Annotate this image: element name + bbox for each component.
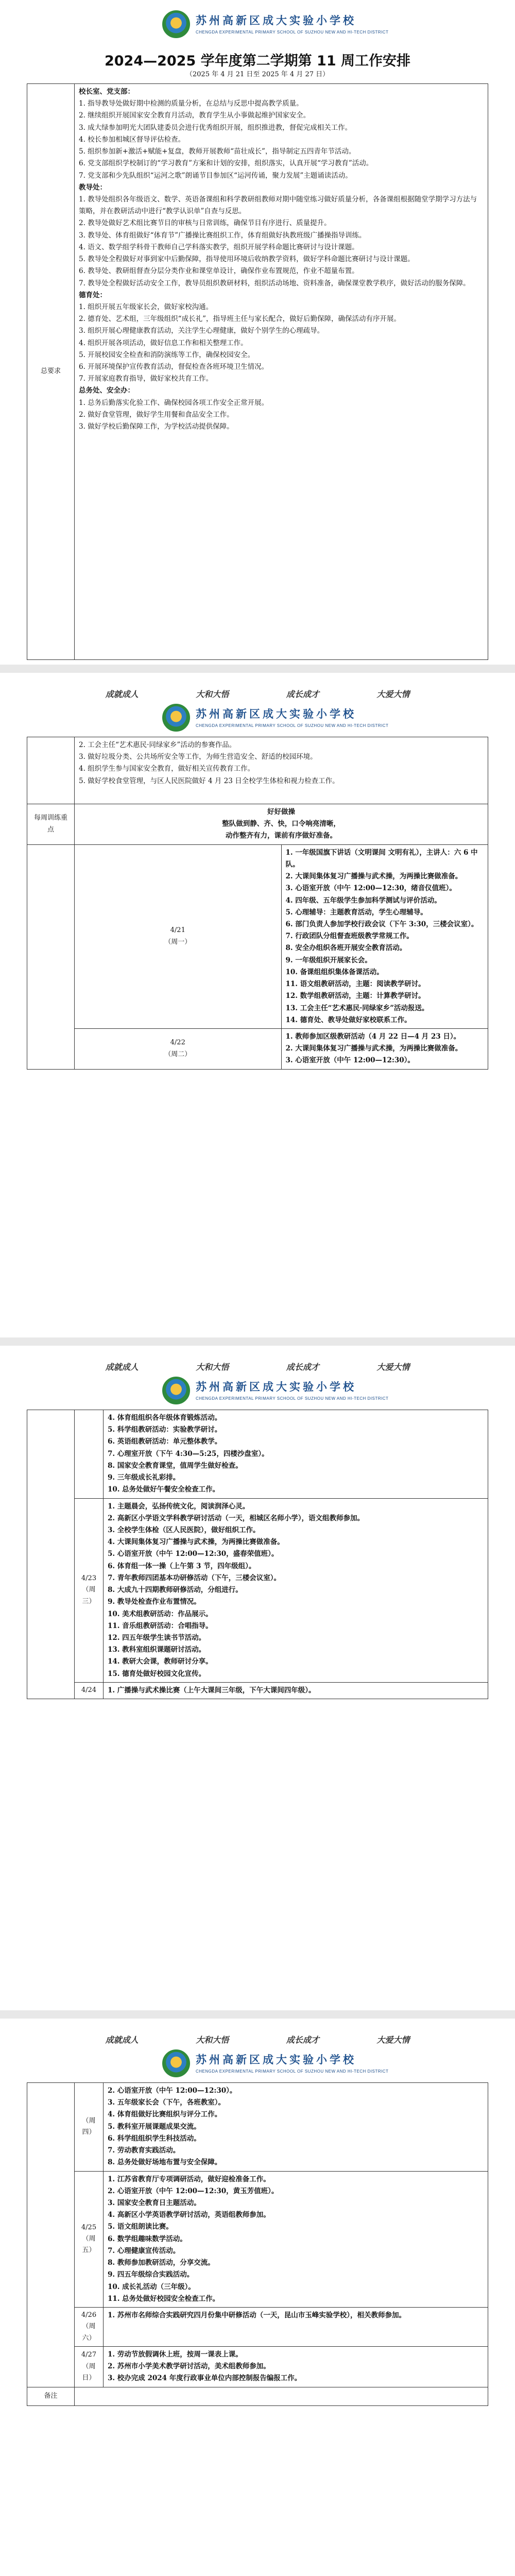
list-item: 4. 高新区小学英语教学研讨活动，英语组教师参加。 — [108, 2211, 270, 2219]
slogan-item: 成就成人 — [105, 689, 139, 699]
list-item: 8. 总务处做好场地布置与安全保障。 — [108, 2158, 222, 2167]
school-logo-icon — [162, 704, 190, 732]
table-row — [27, 1498, 488, 1682]
list-item: 1. 一年级国旗下讲话（文明课间 文明有礼），主讲人：六 6 中队。 — [285, 848, 478, 869]
school-name-en: CHENGDA EXPERIMENTAL PRIMARY SCHOOL OF SUZHOU NEW AND HI-TECH DISTRICT — [196, 723, 389, 728]
list-item: 10. 备课组组织集体备课活动。 — [285, 968, 384, 976]
day-items — [104, 1498, 488, 1682]
day-items — [281, 844, 488, 1028]
focus-line: 动作整齐有力，课前有序做好准备。 — [226, 832, 337, 840]
list-item: 2. 苏州市小学美术教学研讨活动，美术组教师参加。 — [108, 2362, 270, 2371]
list-item: 3. 做好学校后勤保障工作，为学校活动提供保障。 — [79, 422, 234, 431]
table-row — [27, 2171, 488, 2307]
list-item: 4. 大课间集体复习广播操与武术操，为两操比赛做准备。 — [108, 1538, 284, 1547]
school-name-en: CHENGDA EXPERIMENTAL PRIMARY SCHOOL OF SUZHOU NEW AND HI-TECH DISTRICT — [196, 2069, 389, 2074]
list-item: 9. 教导处检查作业布置情况。 — [108, 1598, 201, 1606]
day-cell: 4/23 （周三） — [75, 1498, 104, 1682]
slogan-row — [0, 1360, 515, 1375]
list-item: 总务处、安全办： — [79, 386, 134, 395]
remarks-label: 备注 — [27, 2387, 75, 2405]
table-row — [27, 844, 488, 1028]
list-item: 1. 组织开展五年级家长会，做好家校沟通。 — [79, 302, 213, 311]
day-items — [104, 2307, 488, 2346]
list-item: 2. 工会主任“艺术惠民·同绿家乡”活动的参赛作品。 — [79, 741, 236, 749]
general-label: 总要求 — [27, 84, 75, 660]
list-item: 4. 组织学生参与国家安全教育，做好相关宣传教育工作。 — [79, 765, 255, 773]
list-item: 5. 教科室开展课题成果交流。 — [108, 2122, 201, 2131]
list-item: 4. 四年级、五年级学生参加科学测试与评价活动。 — [285, 896, 441, 905]
table-row — [27, 2347, 488, 2387]
table-row — [27, 2307, 488, 2346]
list-item: 6. 体育组一体一操（上午第 3 节，四年级组）。 — [108, 1562, 256, 1570]
list-item: 3. 五年级家长会（下午，各班教室）。 — [108, 2098, 226, 2107]
list-item: 14. 德育处、教导处做好家校联系工作。 — [285, 1015, 411, 1024]
list-item: 校长室、党支部： — [79, 88, 134, 96]
table-row — [27, 1028, 488, 1069]
list-item: 7. 教导处全程做好活动安全工作，教导员组织教研材料，组织活动场地、资料准备，确保课堂教学秩序，做好活动的服务保障。 — [79, 279, 470, 287]
slogan-item: 大爱大情 — [376, 689, 410, 699]
slogan-item: 大和大悟 — [196, 2035, 229, 2045]
list-item: 3. 做好垃圾分类、公共场所安全等工作，为师生营造安全、舒适的校园环境。 — [79, 753, 317, 761]
list-item: 3. 全校学生体检（区人民医院），做好组织工作。 — [108, 1526, 260, 1534]
school-logo-icon — [162, 2049, 190, 2077]
slogan-item: 大爱大情 — [376, 1362, 410, 1372]
list-item: 2. 高新区小学语文学科教学研讨活动（一天，相城区名师小学），语文组教师参加。 — [108, 1514, 365, 1522]
day-items — [104, 1682, 488, 1699]
school-logo-icon — [162, 10, 190, 38]
list-item: 12. 四五年级学生读书节活动。 — [108, 1633, 206, 1642]
day-items — [104, 2083, 488, 2172]
list-item: 11. 语文组教研活动，主题：阅读教学研讨。 — [285, 980, 425, 989]
day-items — [281, 1028, 488, 1069]
list-item: 7. 党支部和少先队组织“运河之歌”朗诵节目参加区“运河传诵，聚力发展”主题诵读活动。 — [79, 171, 352, 180]
list-item: 8. 安全办组织各班开展安全教育活动。 — [285, 944, 407, 953]
list-item: 7. 开展家庭教育指导，做好家校共育工作。 — [79, 375, 213, 383]
slogan-item: 成长成才 — [286, 1362, 319, 1372]
slogan-item: 大和大悟 — [196, 689, 229, 699]
list-item: 4. 体育组组织各年级体育锻炼活动。 — [108, 1414, 222, 1422]
list-item: 3. 校办完成 2024 年度行政事业单位内部控制报告编报工作。 — [108, 2374, 302, 2383]
school-name-cn: 苏州高新区成大实验小学校 — [196, 14, 356, 27]
list-item: 10. 成长礼活动（三年级）。 — [108, 2282, 195, 2291]
list-item: 9. 四五年级综合实践活动。 — [108, 2270, 194, 2279]
day-items — [104, 2171, 488, 2307]
list-item: 1. 江苏省教育厅专项调研活动，做好迎检准备工作。 — [108, 2175, 270, 2183]
list-item: 9. 三年级成长礼彩排。 — [108, 1473, 180, 1482]
schedule-table-p1 — [27, 83, 488, 660]
slogan-item: 大和大悟 — [196, 1362, 229, 1372]
list-item: 1. 主题晨会，弘扬传统文化，阅读润泽心灵。 — [108, 1502, 250, 1511]
page-4 — [0, 2019, 515, 2576]
list-item: 1. 劳动节放假调休上班，按周一课表上课。 — [108, 2350, 243, 2359]
list-item: 4. 体育组做好比赛组织与评分工作。 — [108, 2110, 222, 2119]
list-item: 5. 心理辅导：主题教育活动，学生心理辅导。 — [285, 908, 427, 917]
slogan-row — [0, 2033, 515, 2047]
schedule-table-p2 — [27, 737, 488, 1070]
list-item: 6. 党支部组织学校制订的“学习教育”方案和计划的安排，组织落实，认真开展“学习教育”活动。 — [79, 159, 373, 168]
school-logo-icon — [162, 1377, 190, 1404]
list-item: 1. 苏州市名师综合实践研究四月份集中研修活动（一天，昆山市玉峰实验学校），相关教师参加。 — [108, 2311, 406, 2319]
list-item: 7. 青年教师四团基本功研修活动（下午，三楼会议室）。 — [108, 1573, 281, 1582]
list-item: 5. 教导处全程做好对事到家中后勤保障，指导使用环境后收纳教学资料，做好学科命题比赛研讨与设计课题。 — [79, 255, 415, 264]
list-item: 3. 心语室开放（中午 12:00—12:30）。 — [285, 1056, 415, 1065]
focus-line: 整队做到静、齐、快，口令响亮清晰， — [222, 820, 340, 828]
list-item: 8. 国家安全教育课堂，值周学生做好检查。 — [108, 1461, 243, 1470]
schedule-table-p3 — [27, 1410, 488, 1699]
list-item: 1. 总务后勤落实化验工作、确保校园各项工作安全正常开展。 — [79, 398, 269, 407]
day-cell: （周四） — [75, 2083, 104, 2172]
table-row — [27, 2387, 488, 2405]
list-item: 13. 教科室组织课题研讨活动。 — [108, 1646, 206, 1654]
list-item: 6. 开展环境保护宣传教育活动，督促检查各班环境卫生情况。 — [79, 363, 269, 371]
list-item: 5. 组织参加新+激活+赋能+复盘，教师开展教师“苗壮成长”，指导制定五四青年节活动。 — [79, 147, 356, 156]
day-items — [104, 2347, 488, 2387]
general-content — [75, 84, 488, 660]
school-name-cn: 苏州高新区成大实验小学校 — [196, 2053, 356, 2066]
list-item: 5. 开展校园安全检查和消防演练等工作，确保校园安全。 — [79, 350, 255, 359]
list-item: 8. 大成九十四期教师研修活动，分组进行。 — [108, 1586, 243, 1595]
page-2 — [0, 673, 515, 1337]
list-item: 14. 教研大会课，教师研讨分享。 — [108, 1657, 213, 1666]
table-row — [27, 804, 488, 845]
list-item: 4. 校长参加相城区督导评估检查。 — [79, 135, 185, 144]
list-item: 11. 音乐组教研活动：合唱指导。 — [108, 1621, 213, 1630]
list-item: 1. 教导处组织各年级语文、数学、英语备课组和科学教研组教师对期中随堂练习做好质量分析，各备课组根据随堂学期学习方法与策略，并在教研活动中进行“教学认识单”自查与反思。 — [79, 195, 477, 216]
day-cell: 4/21 （周一） — [75, 844, 282, 1028]
list-item: 1. 广播操与武术操比赛（上午大课间三年级，下午大课间四年级）。 — [108, 1686, 316, 1694]
day-cell: 4/22 （周二） — [75, 1028, 282, 1069]
focus-content — [75, 804, 488, 845]
school-name-cn: 苏州高新区成大实验小学校 — [196, 707, 356, 720]
list-item: 3. 组织开展心理健康教育活动，关注学生心理健康，做好个别学生的心理疏导。 — [79, 327, 324, 335]
list-item: 6. 部门负责人参加学校行政会议（下午 3:30，三楼会议室）。 — [285, 920, 478, 928]
list-item: 7. 心理室开放（下午 4:30—5:25，四楼沙盘室）。 — [108, 1449, 269, 1458]
table-row — [27, 1682, 488, 1699]
list-item: 6. 教导处、教研组督查分层分类作业和课堂单设计，确保作业布置规范，作业不超量布置。 — [79, 267, 359, 276]
list-item: 8. 教师参加教研活动，分享交流。 — [108, 2259, 215, 2267]
list-item: 10. 总务处做好午餐安全检查工作。 — [108, 1485, 220, 1494]
list-item: 2. 心语室开放（中午 12:00—12:30）。 — [108, 2087, 237, 2095]
remarks-content — [75, 2387, 488, 2405]
slogan-row — [0, 687, 515, 702]
table-row — [27, 84, 488, 660]
slogan-item: 成长成才 — [286, 2035, 319, 2045]
list-item: 3. 成大绿参加明光大团队建委员会进行优秀组织开展，组织推进教，督促完成相关工作。 — [79, 123, 352, 132]
list-item: 11. 总务处做好校园安全检查工作。 — [108, 2294, 220, 2303]
focus-heading: 好好做操 — [267, 808, 295, 816]
list-item: 15. 德育处做好校园文化宣传。 — [108, 1669, 206, 1678]
list-item: 6. 英语组教研活动：单元整体教学。 — [108, 1437, 222, 1446]
list-item: 5. 心语室开放（中午 12:00—12:30，盛春荣值班）。 — [108, 1550, 279, 1558]
slogan-item: 成就成人 — [105, 2035, 139, 2045]
list-item: 2. 大课间集体复习广播操与武术操，为两操比赛做准备。 — [285, 872, 462, 881]
list-item: 2. 做好食堂管理，做好学生用餐和食品安全工作。 — [79, 410, 234, 419]
general-content-cont — [75, 737, 488, 804]
list-item: 7. 行政团队分组督查班级教学常规工作。 — [285, 932, 414, 941]
page-1 — [0, 0, 515, 665]
list-item: 2. 大课间集体复习广播操与武术操，为两操比赛做准备。 — [285, 1044, 462, 1053]
list-item: 3. 教导处、体育组做好“体育节”广播操比赛组织工作，体育组做好执教班级广播操指导训练。 — [79, 231, 366, 240]
page-title: 2024—2025 学年度第二学期第 11 周工作安排 — [104, 53, 411, 69]
table-row — [27, 2083, 488, 2172]
list-item: 6. 科学组组织学生科技活动。 — [108, 2134, 201, 2143]
table-row — [27, 737, 488, 804]
list-item: 10. 美术组教研活动：作品展示。 — [108, 1609, 213, 1618]
list-item: 4. 语文、数学组学科骨干教师自己学科落实教学，组织开展学科命题比赛研讨与设计课题。 — [79, 243, 359, 251]
list-item: 2. 德育处、艺术组，三年级组织“成长礼”，指导班主任与家长配合，做好后勤保障，确保活动有序开展。 — [79, 315, 401, 324]
list-item: 5. 科学组教研活动：实验教学研讨。 — [108, 1426, 222, 1434]
day-cell: 4/24 — [75, 1682, 104, 1699]
slogan-item: 大爱大情 — [376, 2035, 410, 2045]
school-name-en: CHENGDA EXPERIMENTAL PRIMARY SCHOOL OF SUZHOU NEW AND HI-TECH DISTRICT — [196, 30, 389, 35]
day-cell: 4/27 （周日） — [75, 2347, 104, 2387]
page-3 — [0, 1346, 515, 2010]
list-item: 2. 教导处做好艺术组比赛节目的审核与日常训练，确保节目有序进行、质量提升。 — [79, 219, 331, 228]
focus-label: 每周训练重点 — [27, 804, 75, 845]
list-item: 5. 语文组朗读比赛。 — [108, 2223, 173, 2231]
list-item: 7. 心理健康宣传活动。 — [108, 2246, 180, 2255]
school-name-en: CHENGDA EXPERIMENTAL PRIMARY SCHOOL OF SUZHOU NEW AND HI-TECH DISTRICT — [196, 1396, 389, 1401]
page-subtitle: （2025 年 4 月 21 日至 2025 年 4 月 27 日） — [185, 71, 330, 78]
table-row — [27, 1410, 488, 1499]
list-item: 9. 一年级组织开展家长会。 — [285, 956, 372, 964]
schedule-table-p4 — [27, 2082, 488, 2406]
list-item: 1. 指导教导处做好期中检测的质量分析，在总结与反思中提高教学质量。 — [79, 99, 303, 108]
list-item: 12. 数学组教研活动，主题：计算教学研讨。 — [285, 992, 425, 1001]
list-item: 13. 工会主任“艺术惠民·同绿家乡”活动报送。 — [285, 1004, 429, 1012]
list-item: 3. 国家安全教育日主题活动。 — [108, 2198, 201, 2207]
list-item: 1. 教师参加区级教研活动（4 月 22 日—4 月 23 日）。 — [285, 1032, 461, 1041]
list-item: 6. 数学组趣味数学活动。 — [108, 2234, 187, 2243]
list-item: 5. 做好学校食堂管理，与区人民医院做好 4 月 23 日全校学生体检和视力检查工作。 — [79, 776, 339, 785]
list-item: 2. 继续组织开展国家安全教育月活动，教育学生从小事做起维护国家安全。 — [79, 111, 311, 120]
school-name-cn: 苏州高新区成大实验小学校 — [196, 1380, 356, 1393]
list-item: 2. 心语室开放（中午 12:00—12:30，黄玉芳值班）。 — [108, 2187, 279, 2195]
list-item: 教导处： — [79, 183, 107, 192]
list-item: 4. 组织开展各项活动，做好信息工作和相关整理工作。 — [79, 338, 248, 347]
list-item: 3. 心语室开放（中午 12:00—12:30，绪音仪值班）。 — [285, 884, 456, 893]
slogan-item: 成就成人 — [105, 1362, 139, 1372]
list-item: 7. 劳动教育实践活动。 — [108, 2146, 180, 2155]
list-item: 德育处： — [79, 291, 107, 299]
day-cell: 4/26 （周六） — [75, 2307, 104, 2346]
day-items — [104, 1410, 488, 1499]
slogan-item: 成长成才 — [286, 689, 319, 699]
day-cell: 4/25 （周五） — [75, 2171, 104, 2307]
